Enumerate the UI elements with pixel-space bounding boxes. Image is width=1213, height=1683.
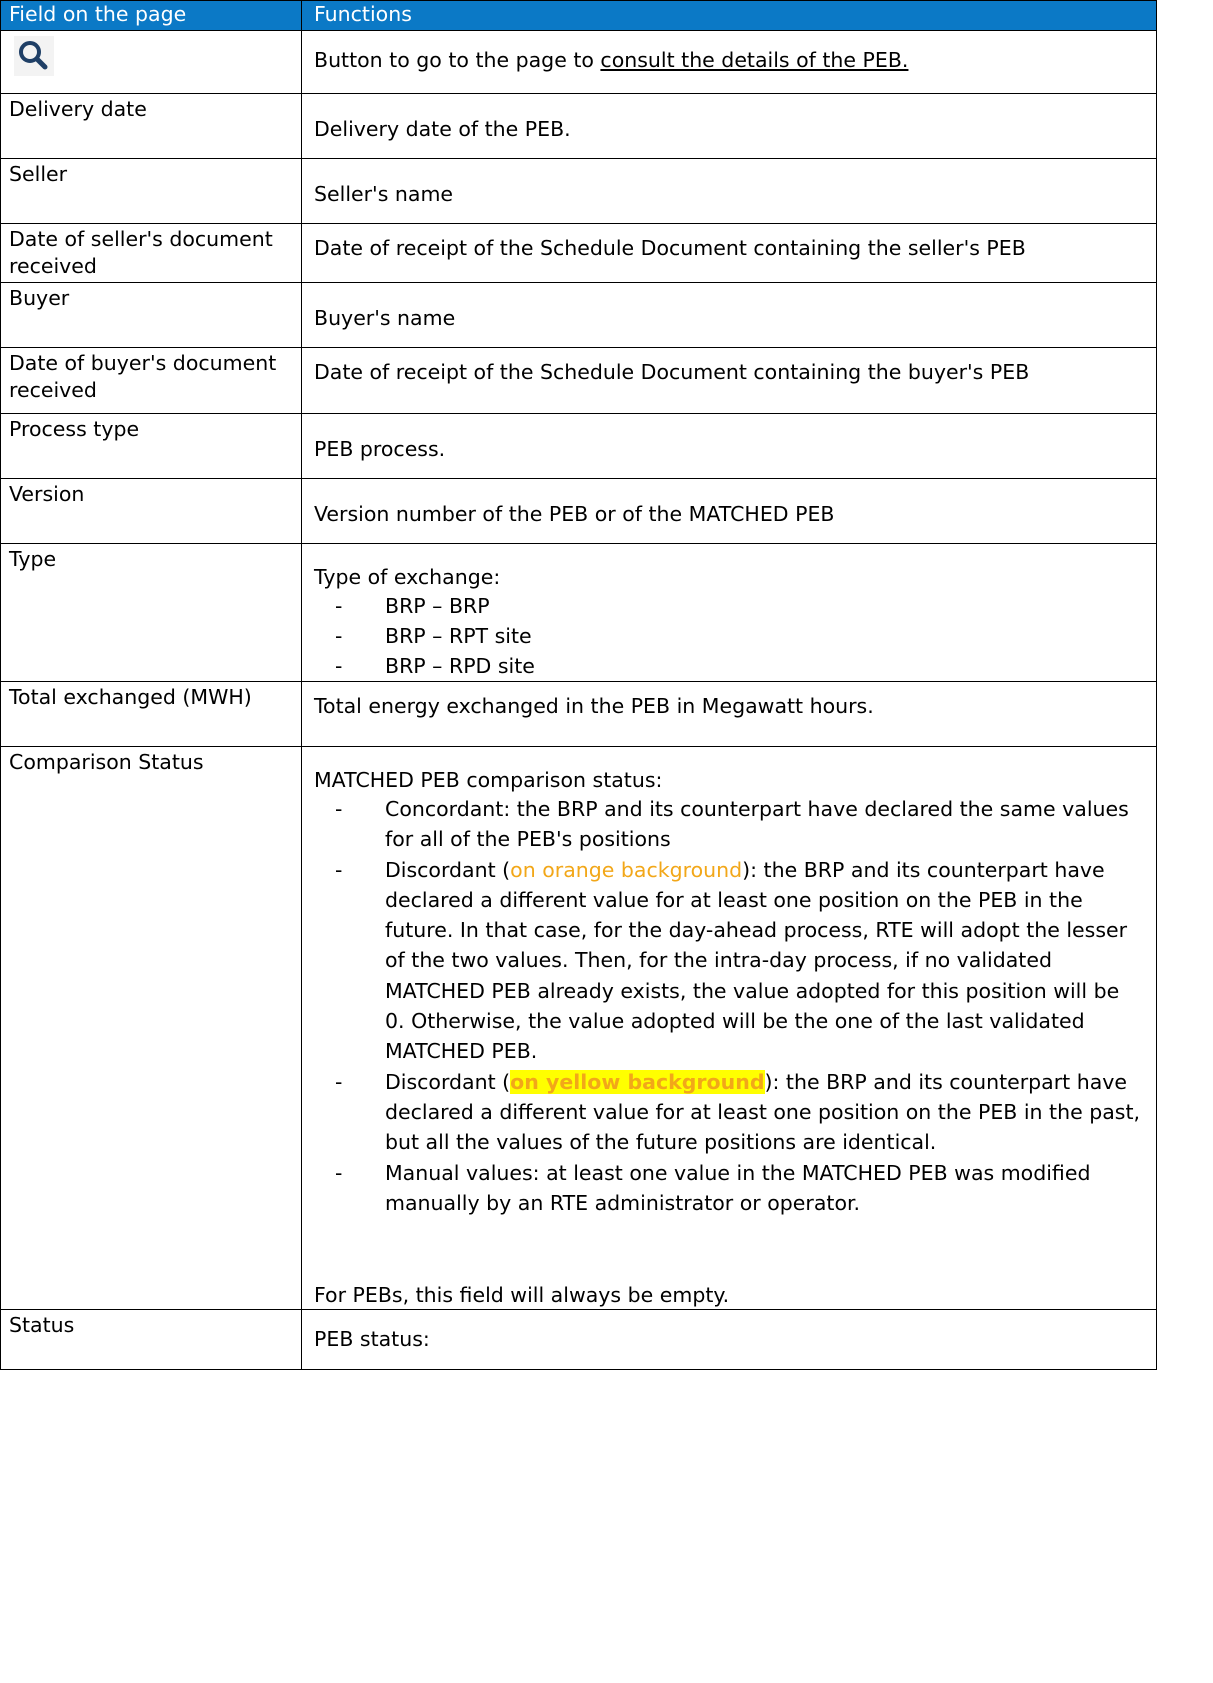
function-cell: PEB status:	[302, 1310, 1157, 1370]
list-item	[335, 855, 1142, 1067]
list-item: - BRP – RPT site	[335, 621, 1142, 651]
function-cell: Date of receipt of the Schedule Document containing the seller's PEB	[302, 224, 1157, 283]
function-cell: PEB process.	[302, 414, 1157, 479]
comparison-list	[314, 794, 1142, 1218]
field-cell: Status	[1, 1310, 302, 1370]
table-row	[1, 94, 1157, 159]
field-cell: Buyer	[1, 283, 302, 348]
table-row	[1, 544, 1157, 682]
function-cell: Total energy exchanged in the PEB in Megawatt hours.	[302, 682, 1157, 747]
table-row	[1, 31, 1157, 94]
yellow-label: on yellow background	[510, 1069, 765, 1094]
spacer	[314, 1218, 1142, 1282]
field-cell: Delivery date	[1, 94, 302, 159]
table-row	[1, 1310, 1157, 1370]
orange-label: on orange background	[510, 857, 743, 882]
field-cell: Type	[1, 544, 302, 682]
table-row	[1, 159, 1157, 224]
table-row	[1, 283, 1157, 348]
bullet-text: ): the BRP and its counterpart have declared a different value for at least one position on the PEB in the future. In that case, for the day-ahead process, RTE will adopt the lesser of the two values. Then, for the intra-day process, if no validated MATCHED PEB already exists, the value adopted for this position will be 0. Otherwise, the value adopted will be the one of the last validated MATCHED PEB.	[385, 857, 1128, 1064]
function-cell: Date of receipt of the Schedule Document containing the buyer's PEB	[302, 348, 1157, 414]
magnifier-icon[interactable]	[14, 36, 54, 76]
field-cell: Total exchanged (MWH)	[1, 682, 302, 747]
bullet-text: Discordant (	[385, 1069, 511, 1094]
table-row	[1, 747, 1157, 1310]
table-header-row	[1, 1, 1157, 31]
function-cell: Delivery date of the PEB.	[302, 94, 1157, 159]
field-cell: Date of seller's document received	[1, 224, 302, 283]
type-list	[314, 591, 1142, 681]
header-field: Field on the page	[1, 1, 302, 31]
field-cell: Version	[1, 479, 302, 544]
list-item: - BRP – RPD site	[335, 651, 1142, 681]
bullet-text: ): the BRP and its counterpart have declared a different value for at least one position on the PEB in the past, but all the values of the future positions are identical.	[385, 1069, 1141, 1155]
table-row	[1, 479, 1157, 544]
field-cell: Date of buyer's document received	[1, 348, 302, 414]
table-row	[1, 682, 1157, 747]
field-cell	[1, 31, 302, 94]
bullet-text: Discordant (	[385, 857, 511, 882]
details-link[interactable]: consult the details of the PEB.	[600, 48, 909, 72]
comparison-intro: MATCHED PEB comparison status:	[314, 768, 663, 792]
function-cell	[302, 31, 1157, 94]
table-row	[1, 224, 1157, 283]
table-row	[1, 414, 1157, 479]
list-item: - Concordant: the BRP and its counterpart have declared the same values for all of the PEB's positions	[335, 794, 1142, 855]
function-cell: Buyer's name	[302, 283, 1157, 348]
function-cell: Version number of the PEB or of the MATCHED PEB	[302, 479, 1157, 544]
list-item: - BRP – BRP	[335, 591, 1142, 621]
function-text: Button to go to the page to	[314, 48, 601, 72]
table-row	[1, 348, 1157, 414]
type-intro: Type of exchange:	[314, 565, 501, 589]
header-functions: Functions	[302, 1, 1157, 31]
function-cell	[302, 544, 1157, 682]
function-cell: Seller's name	[302, 159, 1157, 224]
comparison-footer: For PEBs, this field will always be empty.	[314, 1283, 730, 1308]
field-cell: Process type	[1, 414, 302, 479]
list-item: - Manual values: at least one value in the MATCHED PEB was modified manually by an RTE administrator or operator.	[335, 1158, 1142, 1219]
field-cell: Comparison Status	[1, 747, 302, 1310]
list-item	[335, 1067, 1142, 1158]
field-cell: Seller	[1, 159, 302, 224]
function-cell	[302, 747, 1157, 1310]
